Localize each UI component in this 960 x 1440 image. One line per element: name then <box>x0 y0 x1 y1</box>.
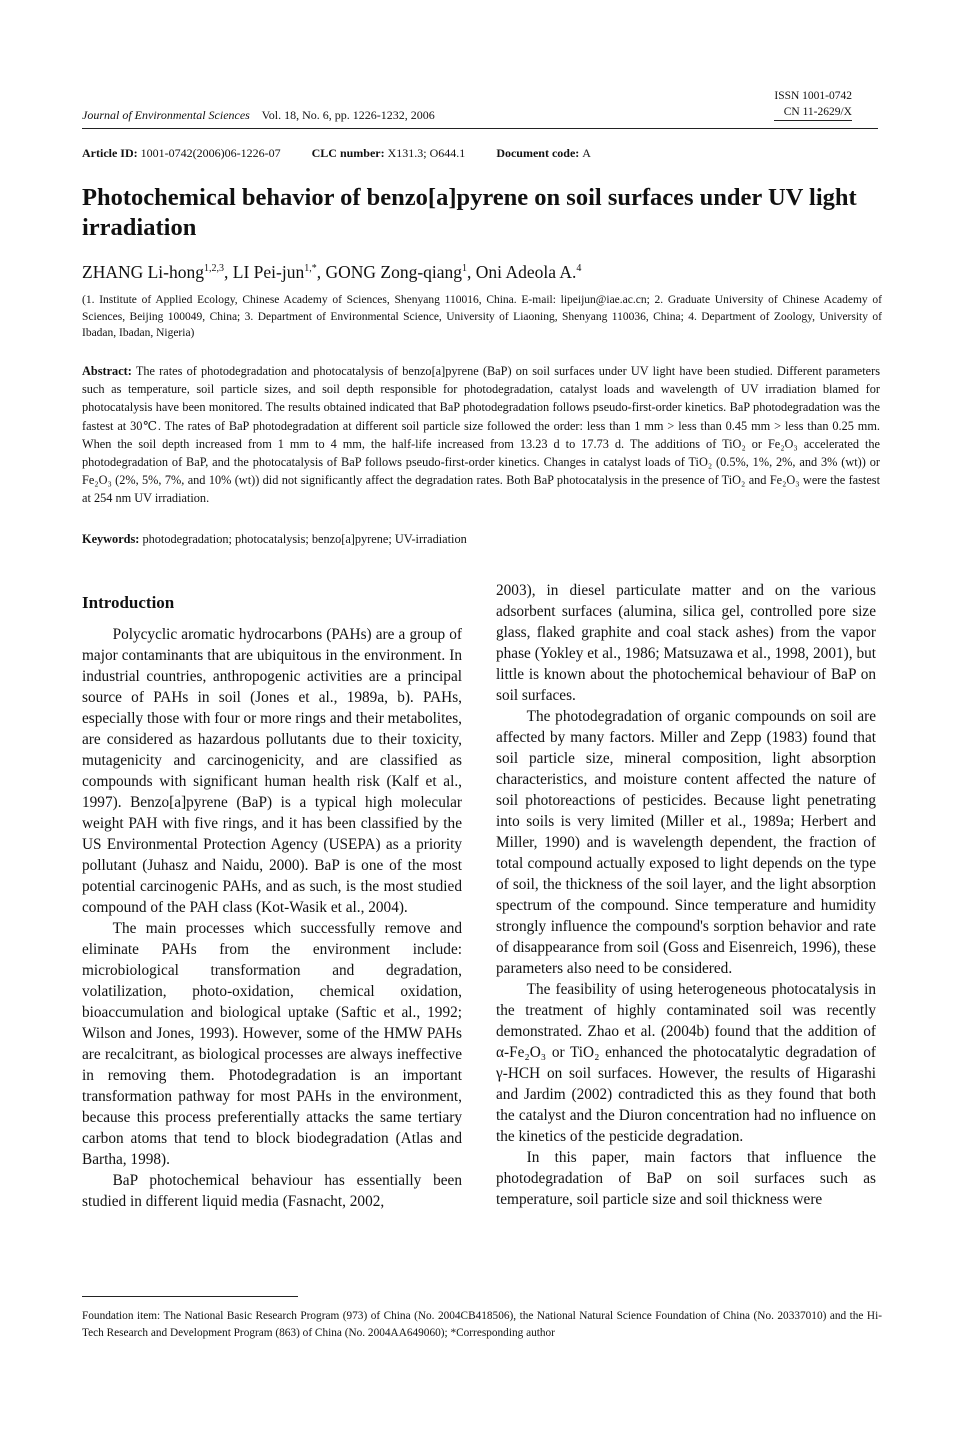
affiliations: (1. Institute of Applied Ecology, Chinese Academy of Sciences, Shenyang 110016, China. E-mail: lipeijun@iae.ac.cn; 2. Graduate University of Chinese Academy of Sciences, Beijing 100049, China; 3. Department of Environmental Science, University of Liaoning, Shenyang 110036, China; 4. Department of Zoology, University of Ibadan, Ibadan, Nigeria) <box>82 294 882 339</box>
journal-name: Journal of Environmental Sciences <box>82 108 250 122</box>
body-paragraph: Polycyclic aromatic hydrocarbons (PAHs) are a group of major contaminants that are ubiquitous in the environment. In industrial countries, anthropogenic activities are a principal source of PAHs in soil (Jones et al., 1989a, b). PAHs, especially those with four or more rings and their metabolites, are considered as hazardous pollutants due to their toxicity, mutagenicity and carcinogenicity, and are classified as compounds with significant human health risk (Kalf et al., 1997). Benzo[a]pyrene (BaP) is a typical high molecular weight PAH with five rings, and it has been classified by the US Environmental Protection Agency (USEPA) as a priority pollutant (Juhasz and Naidu, 2000). BaP is one of the most potential carcinogenic PAHs, and as such, is the most studied compound of the PAH class (Kot-Wasik et al., 2004). <box>82 626 462 916</box>
abstract-text: The rates of photodegradation and photocatalysis of benzo[a]pyrene (BaP) on soil surfaces under UV light have been studied. Different parameters such as temperature, soil particle sizes, and soil depth responsible for photodegradation, catalyst loads and wavelength of UV irradiation blamed for photocatalysis have been monitored. The results obtained indicated that BaP photodegradation follows pseudo-first-order kinetics. BaP photodegradation was the fastest at 30℃. The rates of BaP photodegradation at different soil particle size followed the order: less than 1 mm > less than 0.45 mm > less than 0.25 mm. When the soil depth increased from 1 mm to 4 mm, the half-life increased from 13.23 d to 17.73 d. The additions of TiO₂ or Fe₂O₃ accelerated the photodegradation of BaP, and the photocatalysis of BaP follows pseudo-first-order kinetics. Changes in catalyst loads of TiO₂ (0.5%, 1%, 2%, and 3% (wt)) or Fe₂O₃ (2%, 5%, 7%, and 10% (wt)) did not significantly affect the degradation rates. Both BaP photocatalysis in the presence of TiO₂ and Fe₂O₃ were the fastest at 254 nm UV irradiation. <box>82 364 880 506</box>
author-sup: 4 <box>576 263 582 275</box>
author-sup: 1 <box>462 263 468 275</box>
doc-code: A <box>582 146 591 160</box>
keywords-label: Keywords: <box>82 532 140 546</box>
clc-number: X131.3; O644.1 <box>387 146 466 160</box>
article-id-label: Article ID: <box>82 146 138 160</box>
footnote: Foundation item: The National Basic Research Program (973) of China (No. 2004CB418506), the National Natural Science Foundation of China (No. 20337010) and the Hi-Tech Research and Development Program (863) of China (No. 2004AA649060); *Corresponding author <box>82 1310 882 1339</box>
author-name: GONG Zong-qiang <box>325 262 463 282</box>
body-paragraph: In this paper, main factors that influence the photodegradation of BaP on soil surfaces such as temperature, soil particle size and soil thickness were <box>496 1149 876 1208</box>
abstract-label: Abstract: <box>82 364 132 378</box>
body-paragraph: The photodegradation of organic compounds on soil are affected by many factors. Miller and Zepp (1983) found that soil particle size, mineral composition, light absorption characteristics, and moisture content affected the nature of soil photoreactions of pesticides. Because light penetrating into soils is very limited (Miller et al., 1989a; Herbert and Miller, 1990) and is wavelength dependent, the fraction of total compound actually exposed to light depends on the type of soil, the thickness of the soil layer, and the light absorption spectrum of the compound. Since temperature and humidity strongly influence the compound's sorption behavior and rate of disappearance from soil (Goss and Eisenreich, 1996), these parameters also need to be considered. <box>496 708 876 977</box>
author-name: Oni Adeola A. <box>475 262 577 282</box>
abstract <box>82 362 880 508</box>
keywords <box>82 532 467 547</box>
author-sup: 1,* <box>304 263 317 275</box>
body-paragraph: BaP photochemical behaviour has essentially been studied in different liquid media (Fasnacht, 2002, <box>82 1172 462 1210</box>
journal-header <box>82 108 435 123</box>
clc-label: CLC number: <box>311 146 385 160</box>
right-column <box>496 580 876 1210</box>
keywords-text: photodegradation; photocatalysis; benzo[a]pyrene; UV-irradiation <box>142 532 467 546</box>
paper-title: Photochemical behavior of benzo[a]pyrene on soil surfaces under UV light irradiation <box>82 184 857 241</box>
header-rule <box>82 128 878 129</box>
author-name: ZHANG Li-hong <box>82 262 204 282</box>
issn-block <box>774 88 852 121</box>
body-paragraph: The feasibility of using heterogeneous photocatalysis in the treatment of highly contaminated soil was recently demonstrated. Zhao et al. (2004b) found that the addition of α-Fe₂O₃ or TiO₂ enhanced the photocatalytic degradation of γ-HCH on soil surfaces. However, the results of Higarashi and Jardim (2002) contradicted this as they found that both the catalyst and the Diuron concentration had no influence on the kinetics of the pesticide degradation. <box>496 981 876 1145</box>
volume-info: Vol. 18, No. 6, pp. 1226-1232, 2006 <box>261 108 435 122</box>
article-id: 1001-0742(2006)06-1226-07 <box>140 146 281 160</box>
section-heading: Introduction <box>82 593 175 612</box>
cn-number: CN 11-2629/X <box>774 104 852 121</box>
author-name: LI Pei-jun <box>232 262 305 282</box>
body-paragraph: 2003), in diesel particulate matter and on the various adsorbent surfaces (alumina, silica gel, controlled pore size glass, flaked graphite and coal stack ashes) from the vapor phase (Yokley et al., 1986; Matsuzawa et al., 1998, 2001), but little is known about the photochemical behaviour of BaP on soil surfaces. <box>496 582 876 704</box>
doc-code-label: Document code: <box>496 146 580 160</box>
body-paragraph: The main processes which successfully remove and eliminate PAHs from the environment include: microbiological transformation and degradation, volatilization, photo-oxidation, chemical oxidation, bioaccumulation and biological uptake (Saftic et al., 1992; Wilson and Jones, 1993). However, some of the HMW PAHs are recalcitrant, as biological processes are always ineffective in removing them. Photodegradation is an important transformation pathway for most PAHs in the environment, because this process preferentially attacks the same tertiary carbon atoms that tend to block biodegradation (Atlas and Bartha, 1998). <box>82 920 462 1168</box>
issn-number: ISSN 1001-0742 <box>774 90 852 102</box>
article-meta <box>82 146 619 161</box>
author-sup: 1,2,3 <box>204 263 224 275</box>
left-column <box>82 590 462 1212</box>
author-list: ZHANG Li-hong$^{1,2,3}$, LI Pei-jun$^{1,*}$, GONG Zong-qiang$^1$, Oni Adeola A.$^4$ <box>82 262 582 282</box>
footnote-rule <box>82 1296 298 1297</box>
